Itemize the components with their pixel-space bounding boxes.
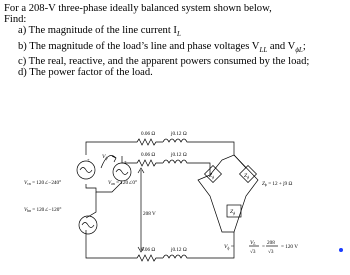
v-phi-label: $V_\phi$	[102, 154, 108, 161]
svg-text:= 120 V: = 120 V	[281, 244, 298, 250]
line-impedance-c	[133, 255, 192, 261]
load-z-2: $Z_\phi$	[244, 173, 250, 180]
line-impedance-a	[133, 139, 192, 145]
problem-find: Find:	[4, 14, 27, 26]
source-bn-label: $V_{bn}$ = 120∠−120°	[24, 207, 62, 214]
line-r-a: 0.06 Ω	[141, 131, 156, 137]
svg-text:=: =	[262, 244, 265, 250]
svg-text:Vϕ =: $V_\phi$ =	[224, 244, 234, 251]
source-cn-label: $V_{cn}$ = 120∠−240°	[24, 180, 62, 187]
line-x-c: j0.12 Ω	[171, 247, 187, 253]
source-cn	[77, 157, 95, 179]
source-an-label: $V_{an}$ = 120∠0°	[108, 180, 138, 187]
svg-text:208: 208	[267, 240, 275, 246]
svg-text:+: +	[124, 159, 127, 164]
source-bn	[79, 216, 97, 234]
svg-text:VL: $V_L$	[250, 240, 256, 247]
svg-text:√3: √3	[268, 249, 274, 255]
problem-item-a: a) The magnitude of the line current $I_L$	[18, 25, 181, 39]
line-x-b: j0.12 Ω	[171, 152, 187, 158]
line-impedance-b	[133, 160, 192, 166]
load-z-1: $Z_\phi$	[209, 173, 215, 180]
svg-text:√3: √3	[250, 249, 256, 255]
load-z-3: $Z_\phi$	[230, 209, 236, 216]
svg-text:+: +	[87, 157, 90, 162]
load-impedance-value: $Z_\phi = 12 + j9$ Ω	[262, 181, 293, 188]
delta-load	[198, 155, 258, 232]
line-x-a: j0.12 Ω	[171, 131, 187, 137]
phase-voltage-equation	[224, 240, 298, 255]
line-r-b: 0.06 Ω	[141, 152, 156, 158]
problem-intro: For a 208-V three-phase ideally balanced system shown below,	[4, 3, 272, 14]
problem-item-c: c) The real, reactive, and the apparent powers consumed by the load;	[18, 56, 310, 68]
line-voltage-label: 208 V	[143, 211, 156, 217]
problem-item-d: d) The power factor of the load.	[18, 67, 153, 79]
marker-dot	[339, 248, 343, 252]
line-r-c: 0.06 Ω	[141, 247, 156, 253]
wire-line-a	[86, 142, 133, 155]
wire-line-c	[86, 230, 133, 258]
problem-item-b: b) The magnitude of the load’s line and phase voltages $V_{LL}$ and $V_{\phi L}$;	[18, 40, 306, 54]
